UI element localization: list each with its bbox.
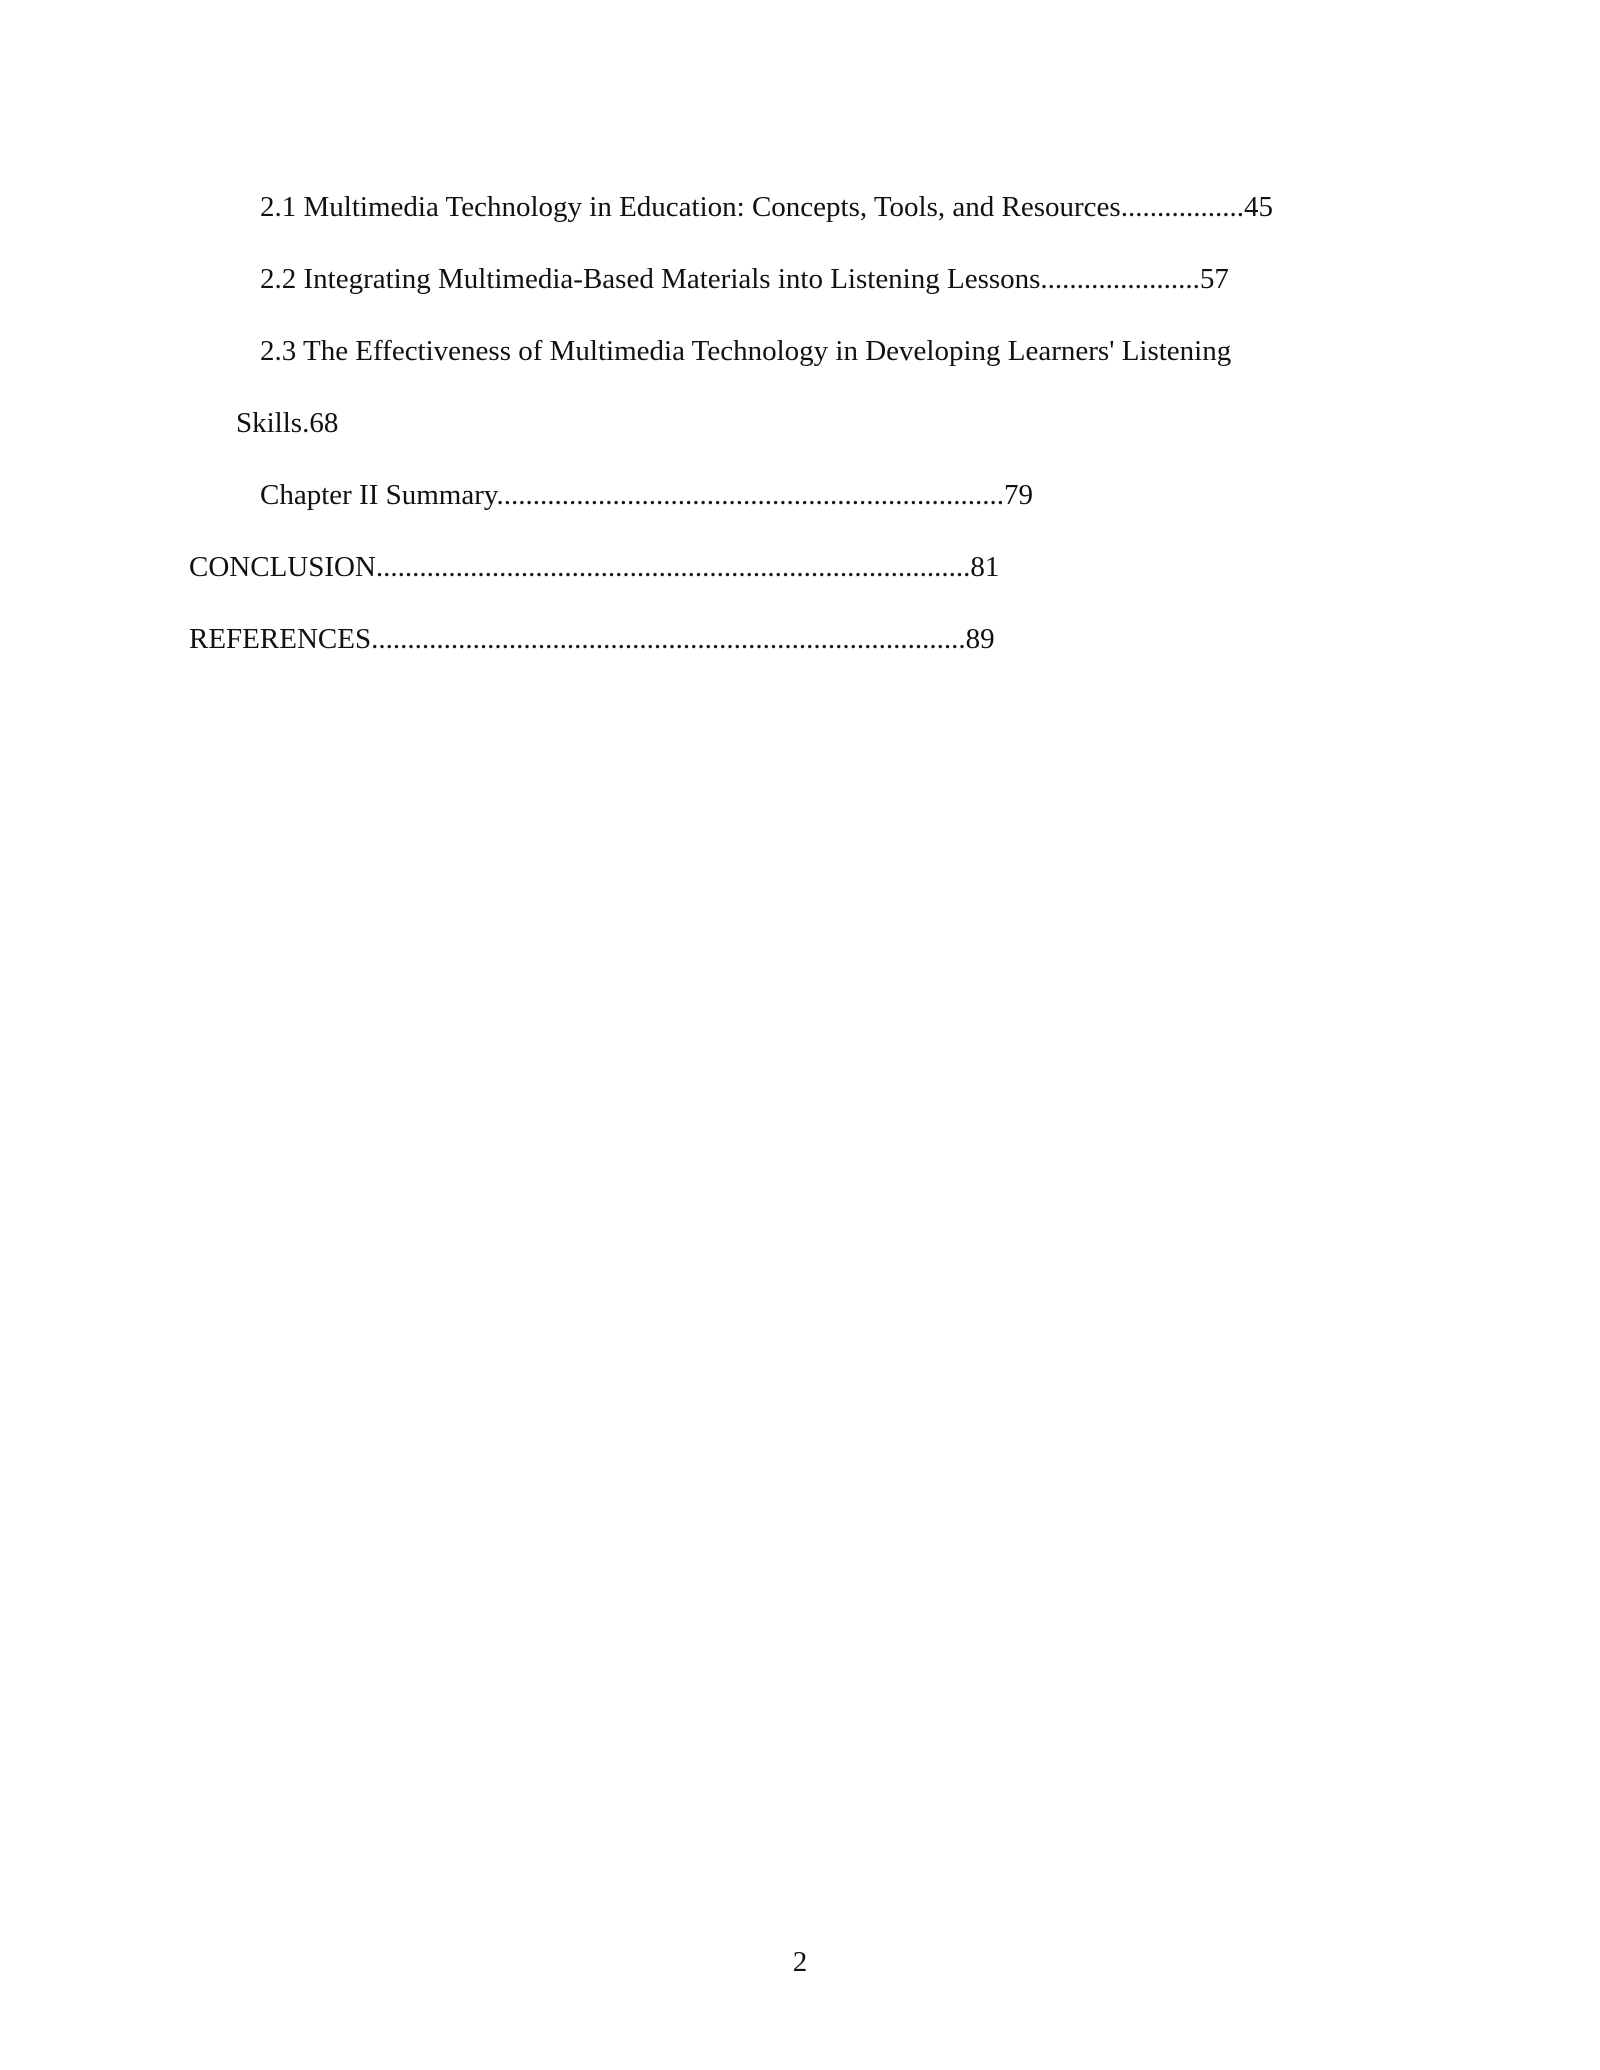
page-number: 2 <box>792 1946 808 1978</box>
toc-entry-conclusion: CONCLUSION..................................................................................81 <box>189 551 1000 583</box>
toc-entry-chapter-summary: Chapter II Summary......................................................................79 <box>260 479 1034 511</box>
toc-entry-2-3: 2.3 The Effectiveness of Multimedia Technology in Developing Learners' Listening <box>260 335 1232 367</box>
toc-entry-references: REFERENCES..................................................................................89 <box>189 623 995 655</box>
toc-entry-2-3-continuation: Skills.68 <box>236 407 339 439</box>
toc-entry-2-1: 2.1 Multimedia Technology in Education: Concepts, Tools, and Resources.................45 <box>260 191 1273 223</box>
toc-entry-2-2: 2.2 Integrating Multimedia-Based Materials into Listening Lessons......................57 <box>260 263 1229 295</box>
